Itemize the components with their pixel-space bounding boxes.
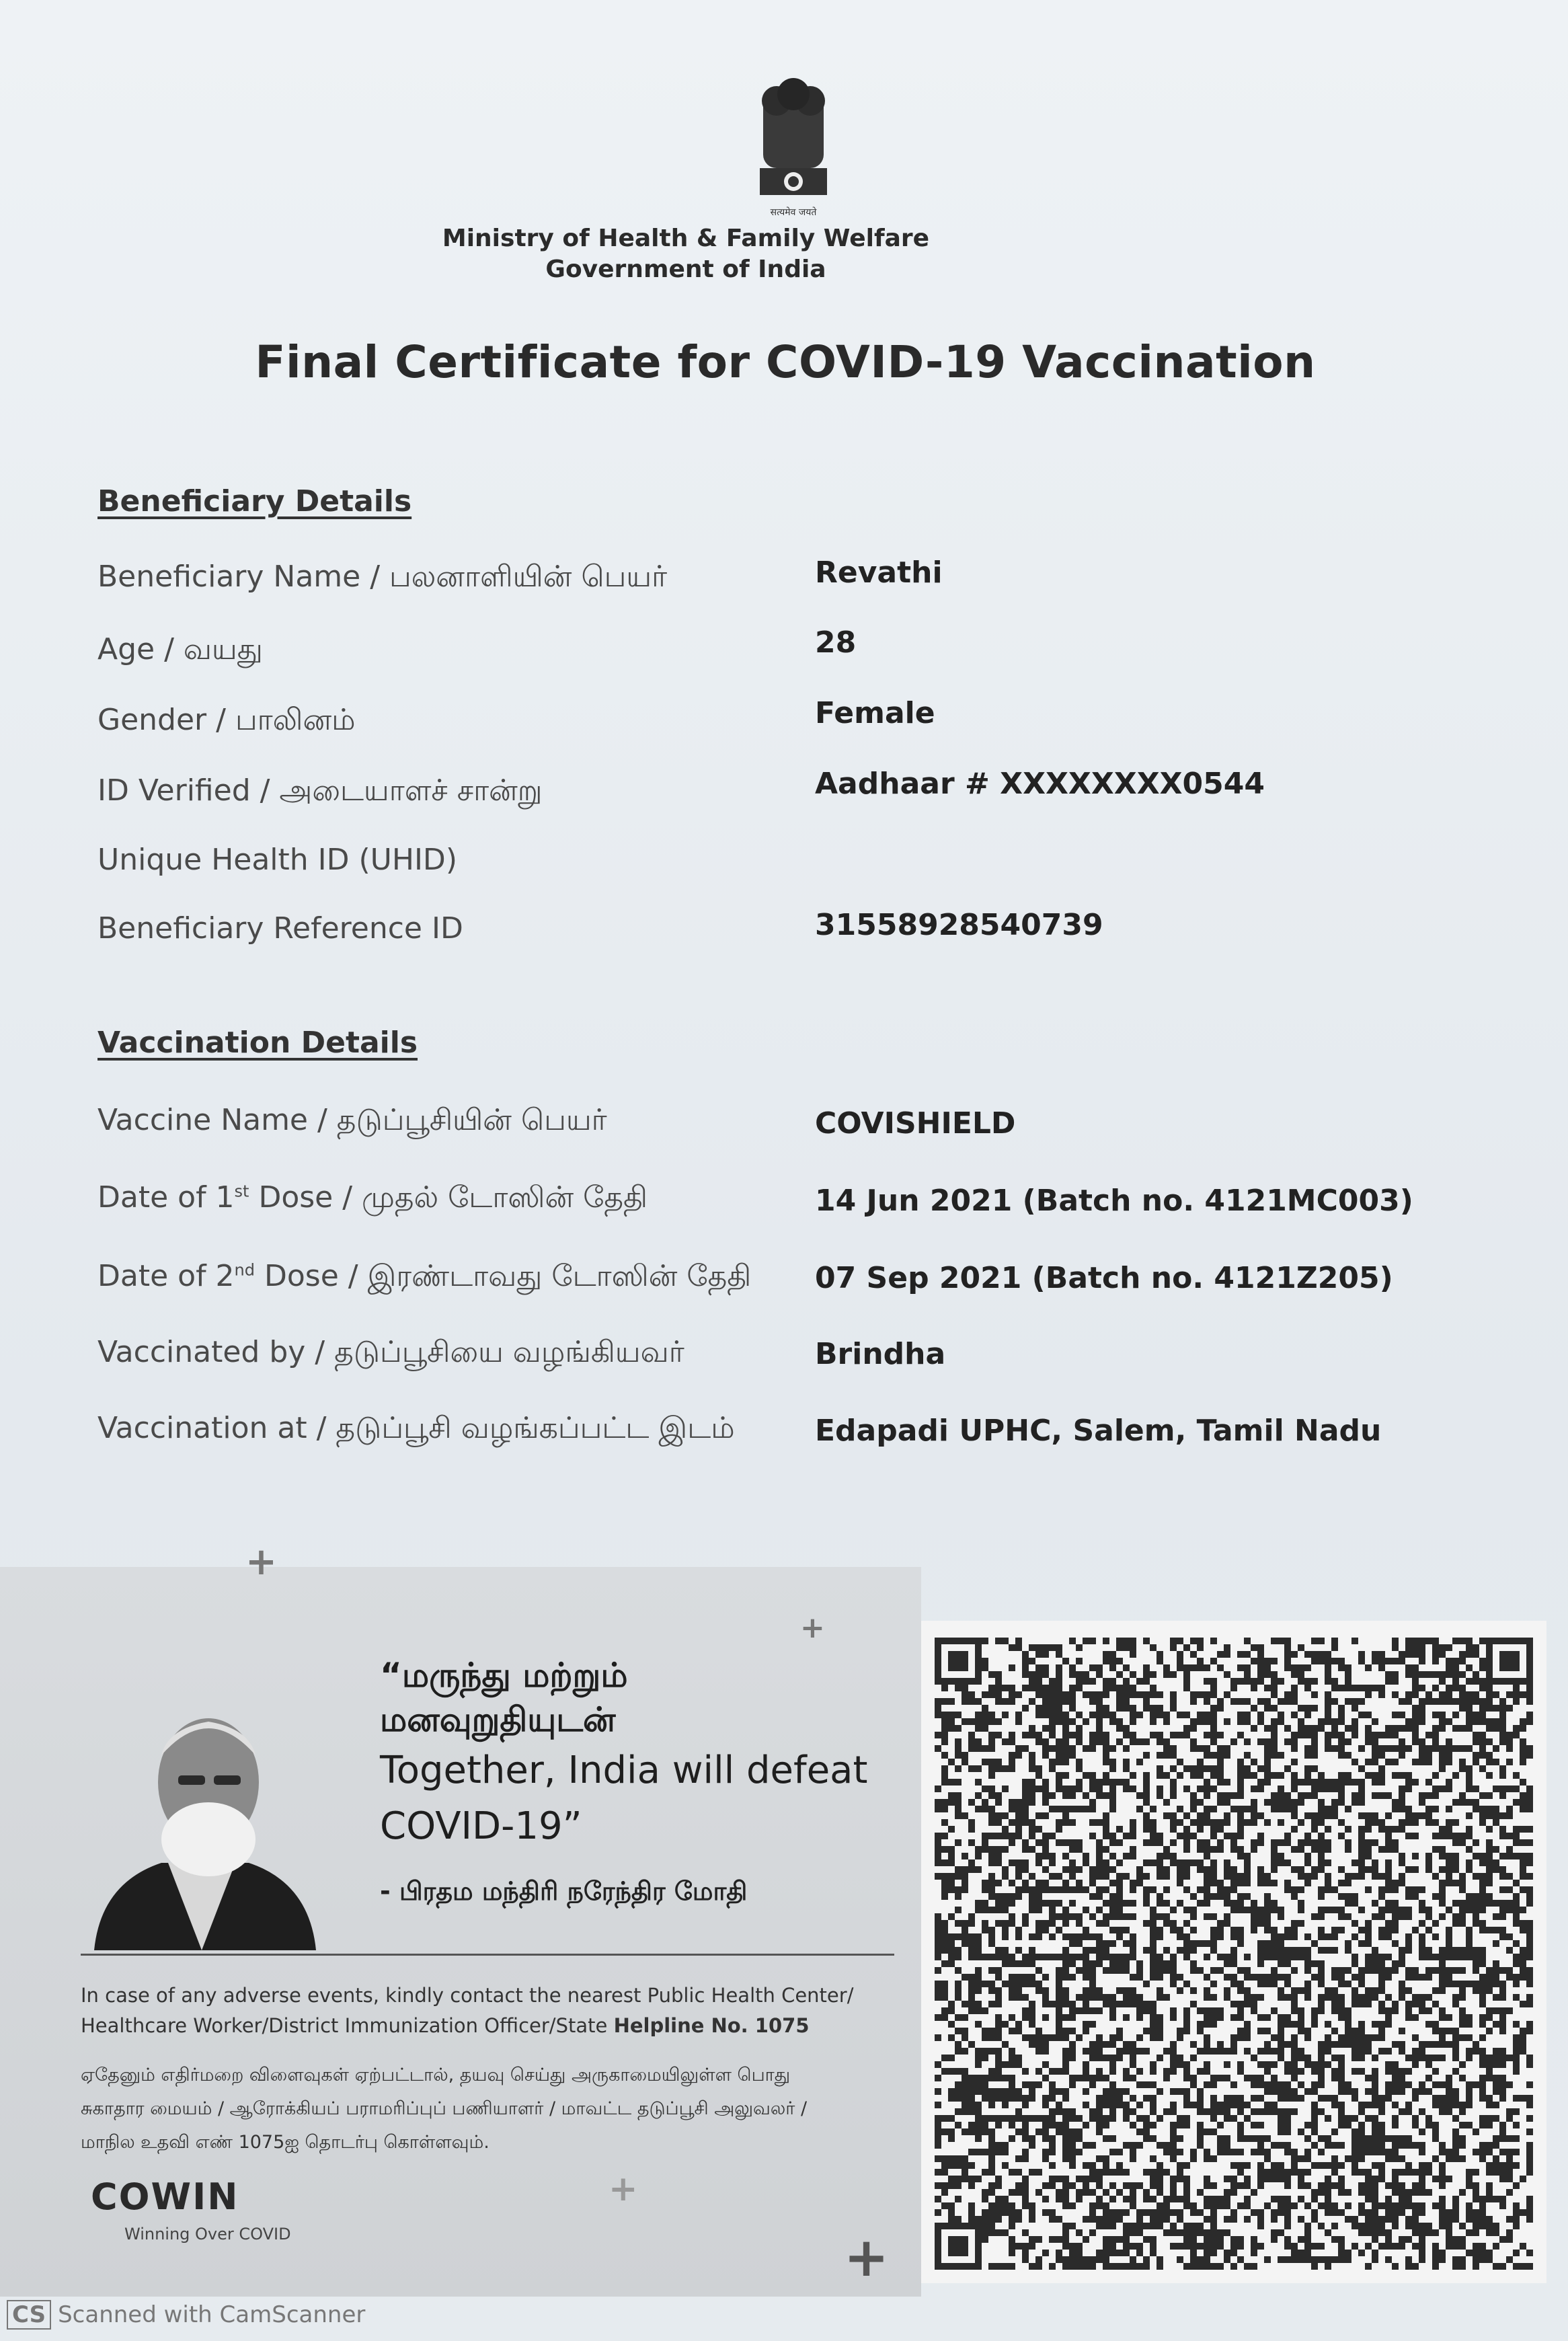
camscanner-badge: CS bbox=[7, 2300, 51, 2330]
quote-english-line1: Together, India will defeat bbox=[380, 1749, 868, 1792]
dose1-date-value: 14 Jun 2021 (Batch no. 4121MC003) bbox=[815, 1184, 1413, 1218]
dose2-date-label: Date of 2nd Dose / இரண்டாவது டோஸின் தேதி bbox=[97, 1259, 752, 1293]
qr-finder-pattern bbox=[948, 2236, 968, 2256]
id-verified-value: Aadhaar # XXXXXXXX0544 bbox=[815, 767, 1265, 801]
beneficiary-name-label: Beneficiary Name / பலனாளியின் பெயர் bbox=[97, 560, 668, 594]
contact-tamil-line3: மாநில உதவி எண் 1075ஐ தொடர்பு கொள்ளவும். bbox=[81, 2132, 489, 2153]
contact-text-line2: Healthcare Worker/District Immunization Officer/State Helpline No. 1075 bbox=[81, 2014, 810, 2037]
beneficiary-section-title: Beneficiary Details bbox=[97, 484, 412, 519]
reference-id-value: 31558928540739 bbox=[815, 908, 1103, 942]
quote-attribution: - பிரதம மந்திரி நரேந்திர மோதி bbox=[380, 1876, 748, 1906]
dose2-date-value: 07 Sep 2021 (Batch no. 4121Z205) bbox=[815, 1261, 1393, 1295]
contact-tamil-line2: சுகாதார மையம் / ஆரோக்கியப் பராமரிப்புப் பணியாளர் / மாவட்ட தடுப்பூசி அலுவலர் / bbox=[81, 2098, 808, 2119]
vaccine-name-value: COVISHIELD bbox=[815, 1106, 1016, 1141]
emblem-caption: सत्यमेव जयते bbox=[770, 207, 817, 218]
registration-mark-icon: + bbox=[609, 2169, 638, 2209]
vaccination-at-value: Edapadi UPHC, Salem, Tamil Nadu bbox=[815, 1414, 1382, 1448]
cowin-tagline: Winning Over COVID bbox=[124, 2225, 291, 2243]
uhid-label: Unique Health ID (UHID) bbox=[97, 843, 457, 877]
certificate-title: Final Certificate for COVID-19 Vaccination bbox=[255, 336, 1316, 388]
reference-id-label: Beneficiary Reference ID bbox=[97, 911, 463, 946]
government-name: Government of India bbox=[545, 256, 826, 283]
camscanner-text: Scanned with CamScanner bbox=[58, 2301, 366, 2328]
cowin-logo: COWIN bbox=[91, 2176, 239, 2218]
quote-tamil-line2: மனவுறுதியுடன் bbox=[380, 1700, 616, 1739]
national-emblem-icon bbox=[743, 74, 844, 229]
portrait-photo bbox=[81, 1681, 329, 1950]
ministry-name: Ministry of Health & Family Welfare bbox=[442, 225, 930, 252]
qr-finder-pattern bbox=[1499, 1651, 1520, 1671]
vaccinated-by-value: Brindha bbox=[815, 1337, 946, 1371]
vaccine-name-label: Vaccine Name / தடுப்பூசியின் பெயர் bbox=[97, 1103, 607, 1137]
vaccinated-by-label: Vaccinated by / தடுப்பூசியை வழங்கியவர் bbox=[97, 1335, 684, 1369]
qr-code bbox=[935, 1638, 1533, 2270]
vaccination-at-label: Vaccination at / தடுப்பூசி வழங்கப்பட்ட இடம் bbox=[97, 1411, 735, 1445]
age-value: 28 bbox=[815, 625, 857, 660]
registration-mark-icon: + bbox=[245, 1540, 277, 1584]
registration-mark-icon: + bbox=[844, 2226, 890, 2289]
dose1-date-label: Date of 1st Dose / முதல் டோஸின் தேதி bbox=[97, 1180, 648, 1215]
registration-mark-icon: + bbox=[800, 1611, 825, 1645]
id-verified-label: ID Verified / அடையாளச் சான்று bbox=[97, 773, 543, 808]
quote-tamil-line1: “மருந்து மற்றும் bbox=[380, 1656, 628, 1695]
contact-text-line1: In case of any adverse events, kindly contact the nearest Public Health Center/ bbox=[81, 1984, 854, 2007]
age-label: Age / வயது bbox=[97, 632, 263, 666]
vaccination-section-title: Vaccination Details bbox=[97, 1026, 418, 1060]
beneficiary-name-value: Revathi bbox=[815, 555, 943, 590]
footer-divider bbox=[81, 1954, 894, 1956]
quote-english-line2: COVID-19” bbox=[380, 1804, 582, 1848]
qr-finder-pattern bbox=[948, 1651, 968, 1671]
gender-value: Female bbox=[815, 696, 935, 730]
contact-tamil-line1: ஏதேனும் எதிர்மறை விளைவுகள் ஏற்பட்டால், தயவு செய்து அருகாமையிலுள்ள பொது bbox=[81, 2065, 791, 2085]
gender-label: Gender / பாலினம் bbox=[97, 703, 356, 737]
qr-code-panel bbox=[921, 1621, 1546, 2283]
camscanner-watermark bbox=[7, 2300, 365, 2330]
